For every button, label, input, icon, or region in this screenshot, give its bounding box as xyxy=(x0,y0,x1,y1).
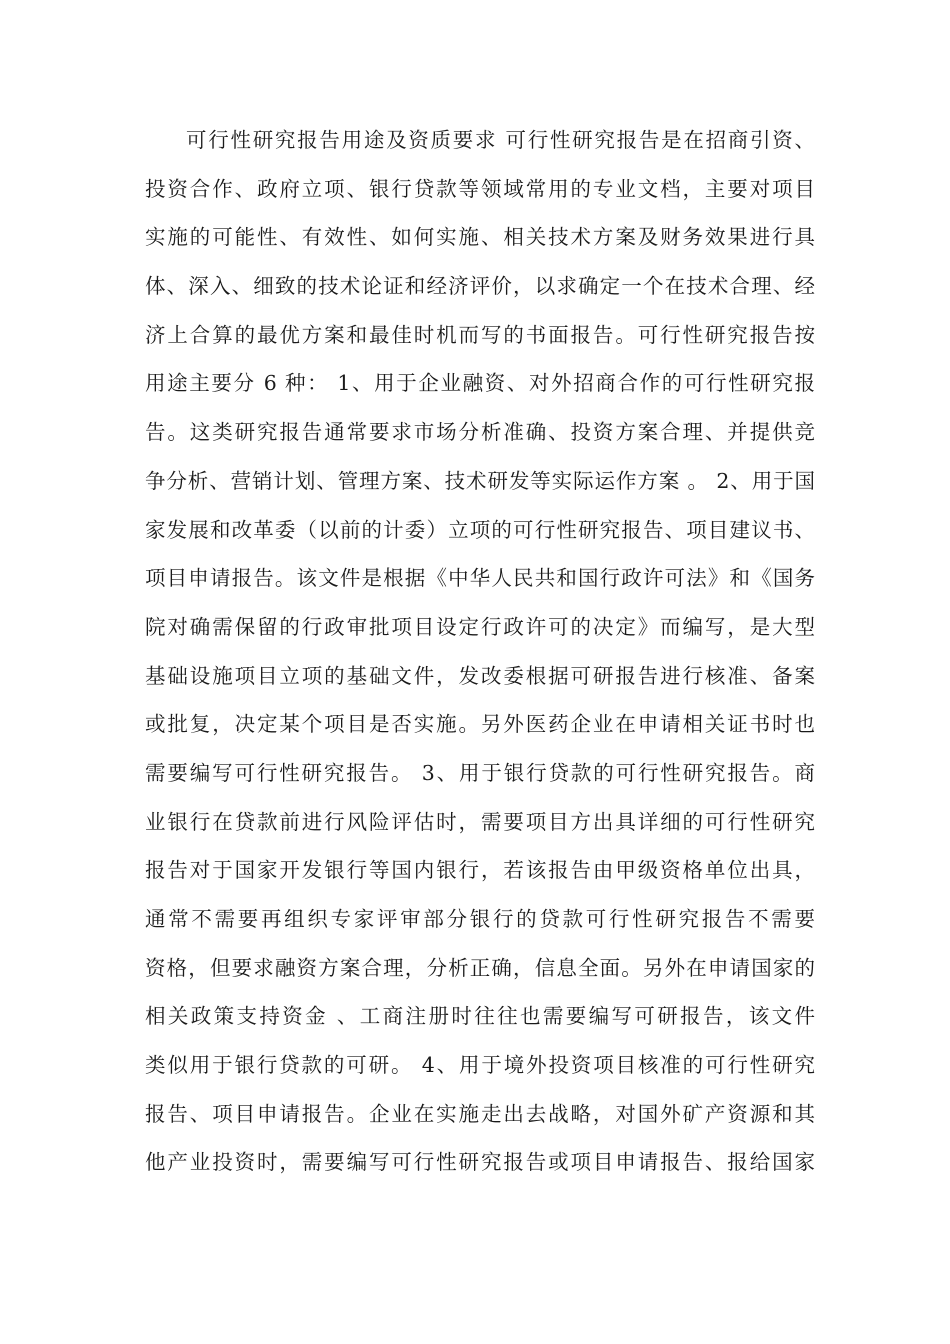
text-line: 业银行在贷款前进行风险评估时，需要项目方出具详细的可行性研究 xyxy=(145,809,815,834)
text-line: 项目申请报告。该文件是根据《中华人民共和国行政许可法》和《国务 xyxy=(145,566,815,591)
text-line: 院对确需保留的行政审批项目设定行政许可的决定》而编写，是大型 xyxy=(145,614,815,639)
text-line: 可行性研究报告用途及资质要求 可行性研究报告是在招商引资、 xyxy=(186,128,815,152)
text-line: 告。这类研究报告通常要求市场分析准确、投资方案合理、并提供竞 xyxy=(145,420,815,445)
text-line: 济上合算的最优方案和最佳时机而写的书面报告。可行性研究报告按 xyxy=(145,322,815,347)
text-line: 或批复，决定某个项目是否实施。另外医药企业在申请相关证书时也 xyxy=(145,712,815,737)
text-line: 报告、项目申请报告。企业在实施走出去战略，对国外矿产资源和其 xyxy=(145,1101,815,1126)
text-line: 需要编写可行性研究报告。 3、用于银行贷款的可行性研究报告。商 xyxy=(145,760,815,785)
text-line: 相关政策支持资金 、工商注册时往往也需要编写可研报告，该文件 xyxy=(145,1004,815,1029)
text-line: 通常不需要再组织专家评审部分银行的贷款可行性研究报告不需要 xyxy=(145,907,815,931)
text-line: 他产业投资时，需要编写可行性研究报告或项目申请报告、报给国家 xyxy=(145,1150,815,1175)
body-paragraph xyxy=(145,116,815,1187)
text-line: 用途主要分 6 种： 1、用于企业融资、对外招商合作的可行性研究报 xyxy=(145,371,815,396)
text-line: 基础设施项目立项的基础文件，发改委根据可研报告进行核准、备案 xyxy=(145,663,815,688)
text-line: 体、深入、细致的技术论证和经济评价，以求确定一个在技术合理、经 xyxy=(145,274,815,299)
text-line: 类似用于银行贷款的可研。 4、用于境外投资项目核准的可行性研究 xyxy=(145,1053,815,1078)
text-line: 家发展和改革委（以前的计委）立项的可行性研究报告、项目建议书、 xyxy=(145,517,815,542)
text-line: 实施的可能性、有效性、如何实施、相关技术方案及财务效果进行具 xyxy=(145,225,815,250)
text-line: 投资合作、政府立项、银行贷款等领域常用的专业文档，主要对项目 xyxy=(145,176,815,201)
text-line: 争分析、营销计划、管理方案、技术研发等实际运作方案 。 2、用于国 xyxy=(145,468,815,493)
text-line: 报告对于国家开发银行等国内银行，若该报告由甲级资格单位出具， xyxy=(145,858,815,883)
text-line: 资格，但要求融资方案合理，分析正确，信息全面。另外在申请国家的 xyxy=(145,955,815,980)
